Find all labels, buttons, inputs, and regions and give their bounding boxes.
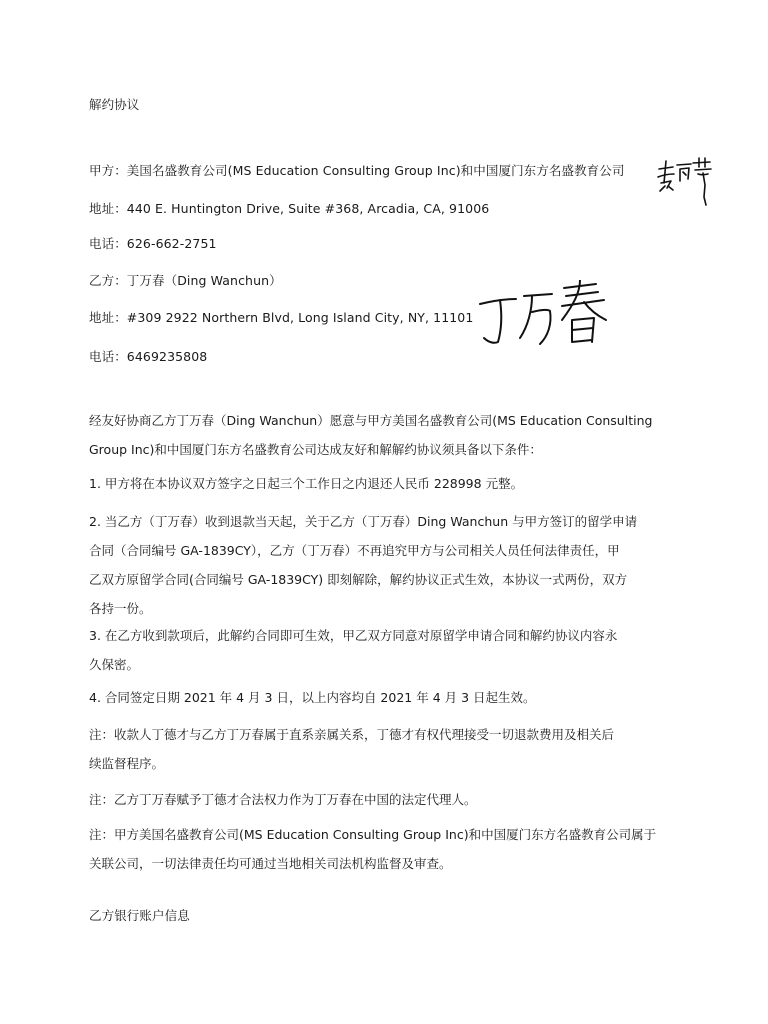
party-a-address: 地址：440 E. Huntington Drive, Suite #368, Arcadia, CA, 91006 xyxy=(89,201,490,216)
party-b-signature xyxy=(478,280,610,350)
note-1-line: 注：收款人丁德才与乙方丁万春属于直系亲属关系，丁德才有权代理接受一切退款费用及相关后 xyxy=(89,727,615,742)
clause-3-line: 3. 在乙方收到款项后，此解约合同即可生效，甲乙双方同意对原留学申请合同和解约协议内容永 xyxy=(89,628,618,643)
clause-2-line: 合同（合同编号 GA-1839CY），乙方（丁万春）不再追究甲方与公司相关人员任何法律责任，甲 xyxy=(89,543,620,558)
party-b-phone: 电话：6469235808 xyxy=(89,349,208,364)
intro-paragraph xyxy=(89,406,689,464)
party-a-line: 甲方：美国名盛教育公司(MS Education Consulting Group Inc)和中国厦门东方名盛教育公司 xyxy=(89,163,625,178)
clause-1-line: 1. 甲方将在本协议双方签字之日起三个工作日之内退还人民币 228998 元整。 xyxy=(89,476,524,491)
bank-info-heading: 乙方银行账户信息 xyxy=(89,908,190,923)
note-3-line: 关联公司，一切法律责任均可通过当地相关司法机构监督及审查。 xyxy=(89,856,452,871)
party-b-line: 乙方：丁万春（Ding Wanchun） xyxy=(89,273,282,288)
party-a-signature xyxy=(655,155,723,207)
party-b-address: 地址：#309 2922 Northern Blvd, Long Island City, NY, 11101 xyxy=(89,310,474,325)
clause-3 xyxy=(89,621,689,679)
note-3-line: 注：甲方美国名盛教育公司(MS Education Consulting Group Inc)和中国厦门东方名盛教育公司属于 xyxy=(89,827,657,842)
note-3 xyxy=(89,820,689,878)
clause-2-line: 乙双方原留学合同(合同编号 GA-1839CY) 即刻解除，解约协议正式生效，本协议一式两份，双方 xyxy=(89,572,628,587)
note-2-line: 注：乙方丁万春赋予丁德才合法权力作为丁万春在中国的法定代理人。 xyxy=(89,792,477,807)
clause-4 xyxy=(89,683,689,712)
party-a-phone: 电话：626-662-2751 xyxy=(89,236,217,251)
clause-2-line: 各持一份。 xyxy=(89,601,152,616)
clause-1 xyxy=(89,469,689,498)
note-2 xyxy=(89,785,689,814)
document-title: 解约协议 xyxy=(89,97,140,112)
clause-4-line: 4. 合同签定日期 2021 年 4 月 3 日，以上内容均自 2021 年 4 月 3 日起生效。 xyxy=(89,690,536,705)
clause-2 xyxy=(89,507,689,623)
intro-line: Group Inc)和中国厦门东方名盛教育公司达成友好和解解约协议须具备以下条件： xyxy=(89,442,542,457)
clause-3-line: 久保密。 xyxy=(89,657,140,672)
note-1-line: 续监督程序。 xyxy=(89,756,165,771)
note-1 xyxy=(89,720,689,778)
intro-line: 经友好协商乙方丁万春（Ding Wanchun）愿意与甲方美国名盛教育公司(MS Education Consulting xyxy=(89,413,653,428)
clause-2-line: 2. 当乙方（丁万春）收到退款当天起，关于乙方（丁万春）Ding Wanchun 与甲方签订的留学申请 xyxy=(89,514,638,529)
